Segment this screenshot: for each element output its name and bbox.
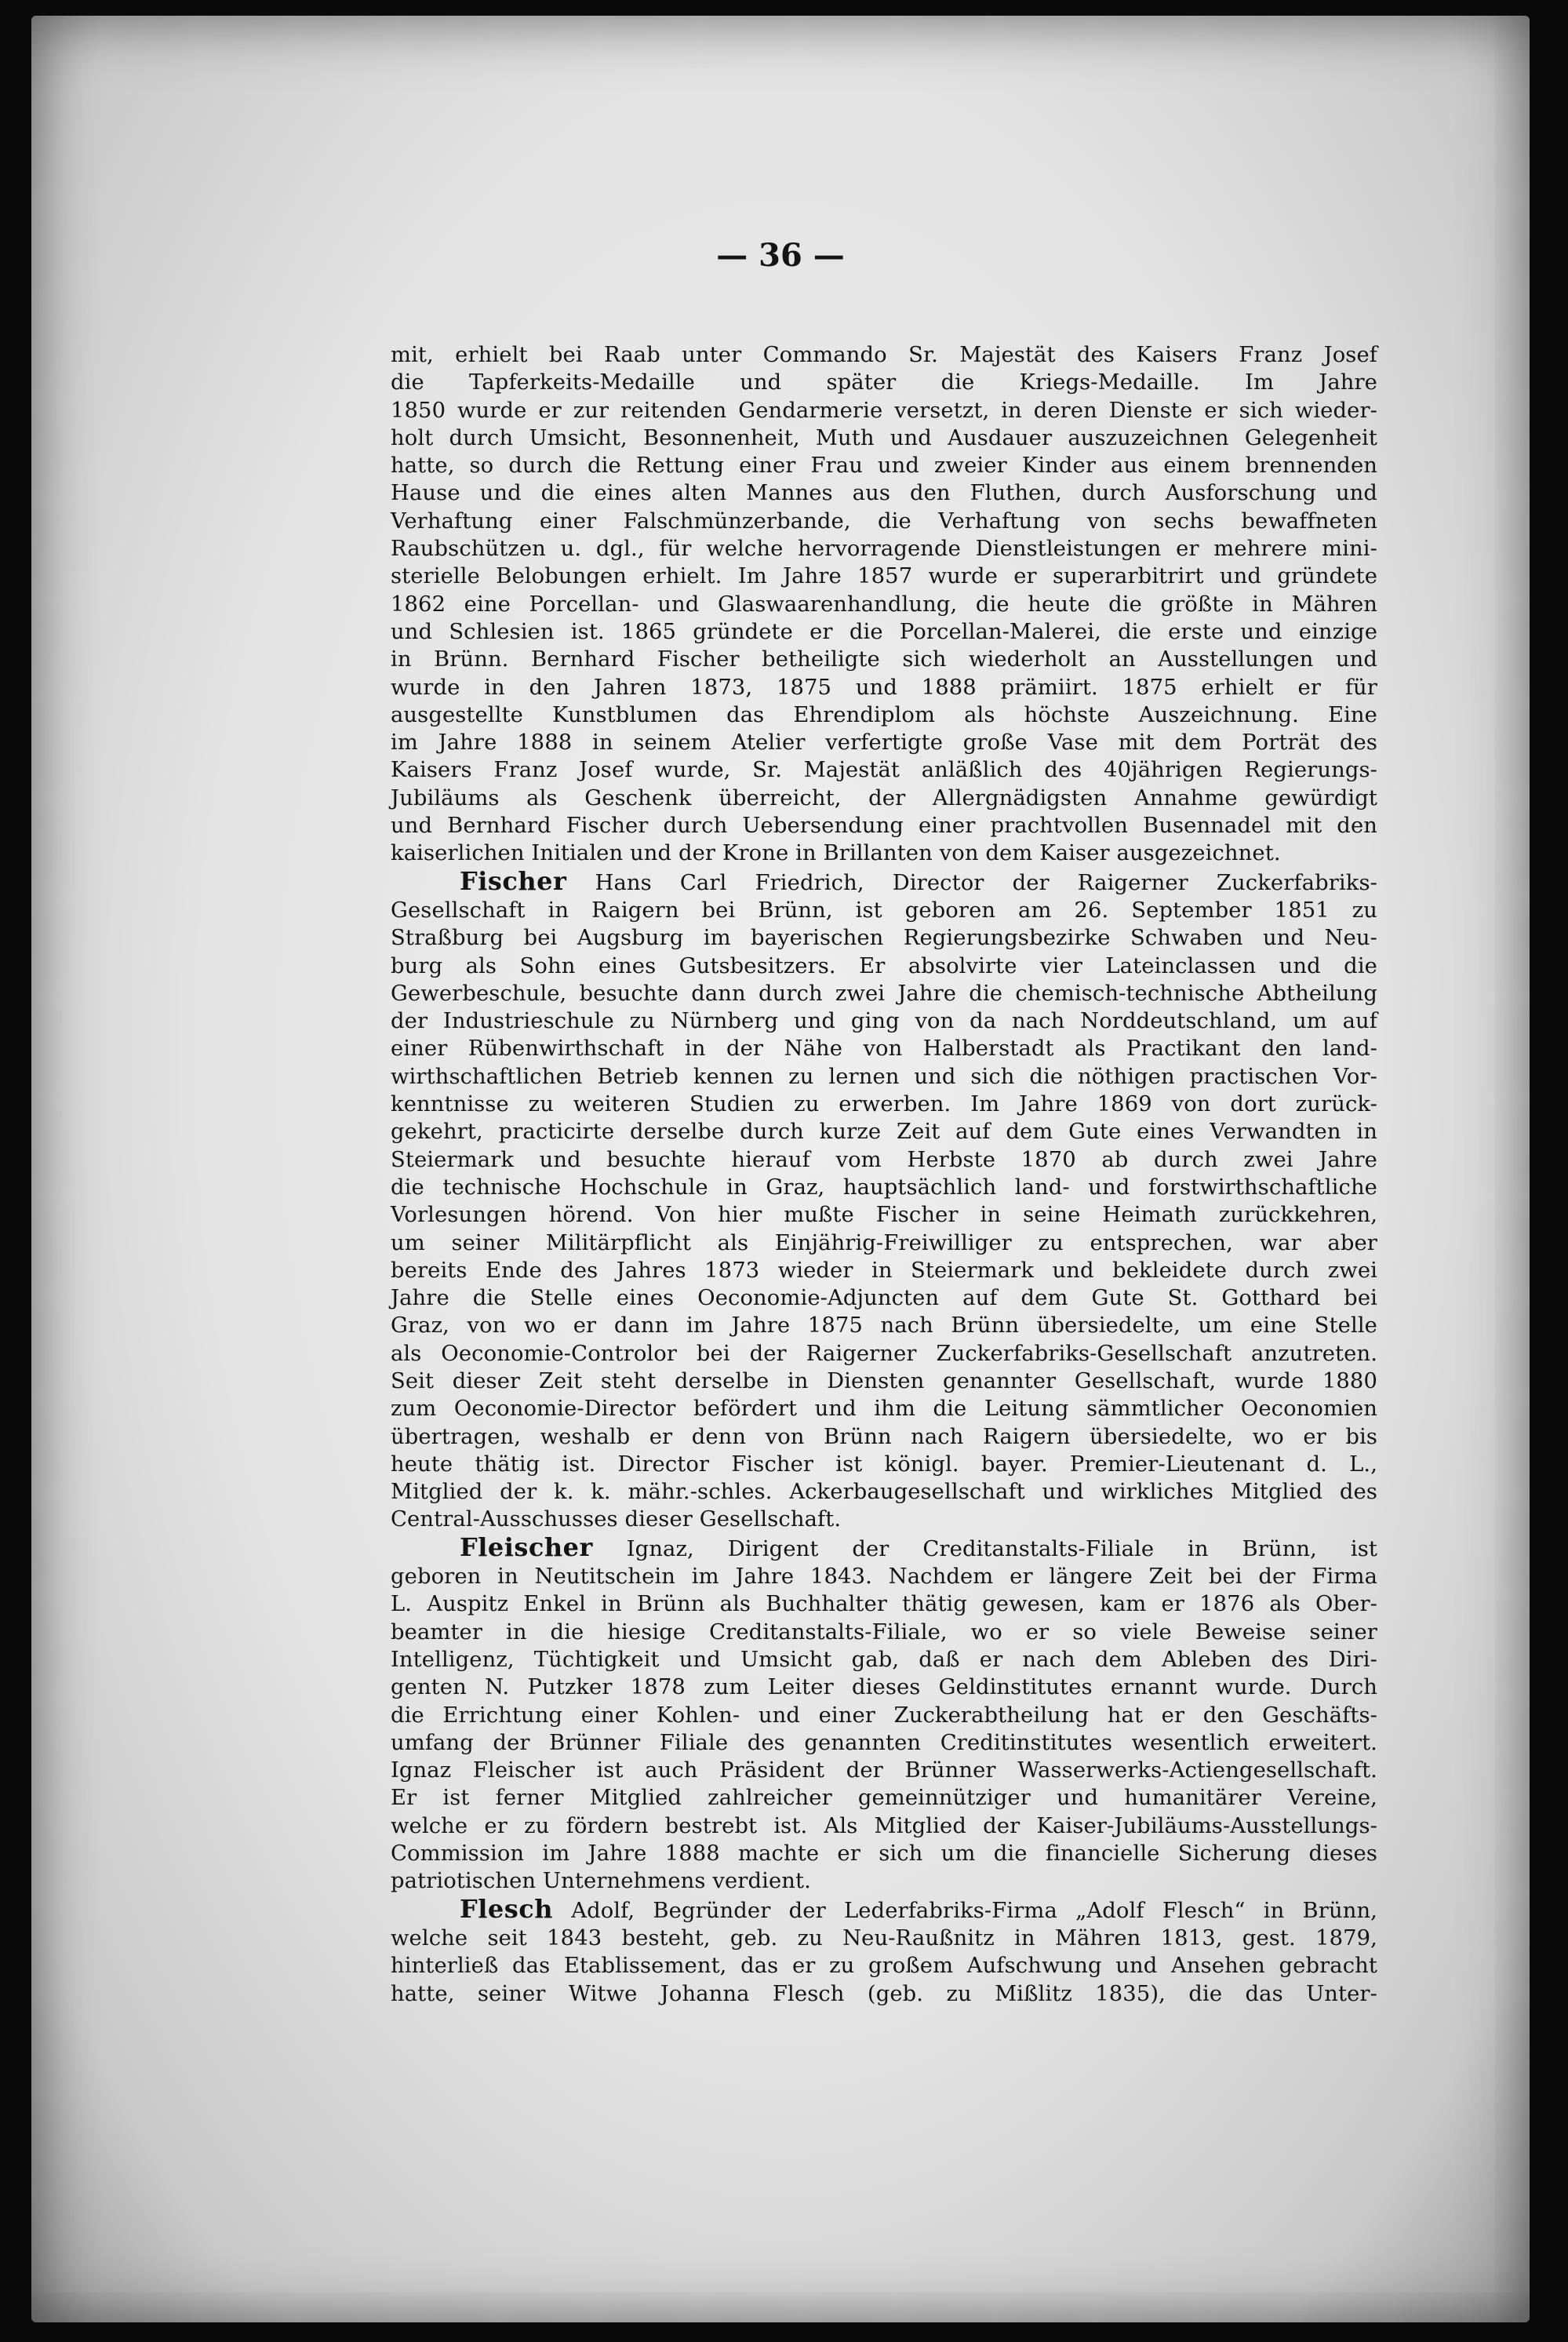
text-line: hatte, seiner Witwe Johanna Flesch (geb. zu Mißlitz 1835), die das Unter- — [391, 1981, 1377, 2006]
text-line: Steiermark und besuchte hierauf vom Herbste 1870 ab durch zwei Jahre — [391, 1147, 1377, 1172]
text-line: geboren in Neutitschein im Jahre 1843. Nachdem er längere Zeit bei der Firma — [391, 1564, 1377, 1590]
scanned-page — [31, 16, 1530, 2322]
text-line: der Industrieschule zu Nürnberg und ging von da nach Norddeutschland, um auf — [391, 1009, 1377, 1034]
text-line: beamter in die hiesige Creditanstalts-Filiale, wo er so viele Beweise seiner — [391, 1619, 1377, 1644]
text-line: einer Rübenwirthschaft in der Nähe von Halberstadt als Practikant den land- — [391, 1036, 1377, 1062]
text-line: umfang der Brünner Filiale des genannten Creditinstitutes wesentlich erweitert. — [391, 1730, 1377, 1755]
text-line: genten N. Putzker 1878 zum Leiter dieses Geldinstitutes ernannt wurde. Durch — [391, 1675, 1377, 1700]
text-line: Graz, von wo er dann im Jahre 1875 nach Brünn übersiedelte, um eine Stelle — [391, 1313, 1377, 1339]
text-line: Mitglied der k. k. mähr.-schles. Ackerbaugesellschaft und wirkliches Mitglied des — [391, 1480, 1377, 1505]
entry-continuation — [391, 341, 1377, 868]
text-line: wurde in den Jahren 1873, 1875 und 1888 prämiirt. 1875 erhielt er für — [391, 675, 1377, 700]
text-line: Gesellschaft in Raigern bei Brünn, ist geboren am 26. September 1851 zu — [391, 898, 1377, 923]
text-line: 1862 eine Porcellan- und Glaswaarenhandlung, die heute die größte in Mähren — [391, 592, 1377, 617]
text-line: um seiner Militärpflicht als Einjährig-Freiwilliger zu entsprechen, war aber — [391, 1230, 1377, 1255]
text-line: mit, erhielt bei Raab unter Commando Sr. Majestät des Kaisers Franz Josef — [391, 343, 1377, 367]
text-line: burg als Sohn eines Gutsbesitzers. Er absolvirte vier Lateinclassen und die — [391, 953, 1377, 978]
page-number: — 36 — — [716, 237, 845, 274]
text-line: Jahre die Stelle eines Oeconomie-Adjuncten auf dem Gute St. Gotthard bei — [391, 1286, 1377, 1311]
text-line: in Brünn. Bernhard Fischer betheiligte sich wiederholt an Ausstellungen und — [391, 647, 1377, 672]
text-line: Straßburg bei Augsburg im bayerischen Regierungsbezirke Schwaben und Neu- — [391, 926, 1377, 951]
text-line: bereits Ende des Jahres 1873 wieder in Steiermark und bekleidete durch zwei — [391, 1258, 1377, 1283]
text-line: heute thätig ist. Director Fischer ist königl. bayer. Premier-Lieutenant d. L., — [391, 1451, 1377, 1477]
text-line: Central-Ausschusses dieser Gesellschaft. — [391, 1507, 842, 1532]
text-line: 1850 wurde er zur reitenden Gendarmerie versetzt, in deren Dienste er sich wieder- — [391, 398, 1377, 423]
text-line: hatte, so durch die Rettung einer Frau und zweier Kinder aus einem brennenden — [391, 453, 1377, 479]
text-line: Adolf, Begründer der Lederfabriks-Firma „Adolf Flesch“ in Brünn, — [571, 1898, 1377, 1923]
text-line: als Oeconomie-Controlor bei der Raigerner Zuckerfabriks-Gesellschaft anzutreten. — [391, 1341, 1377, 1366]
entry-fleischer-ignaz — [391, 1534, 1377, 1896]
text-line: Commission im Jahre 1888 machte er sich um die financielle Sicherung dieses — [391, 1841, 1377, 1867]
entry-name: Flesch — [460, 1893, 553, 1924]
text-line: übertragen, weshalb er denn von Brünn nach Raigern übersiedelte, wo er bis — [391, 1424, 1377, 1449]
entry-flesch-adolf — [391, 1893, 1377, 2008]
text-line: die Errichtung einer Kohlen- und einer Zuckerabtheilung hat er den Geschäfts- — [391, 1703, 1377, 1728]
text-line: wirthschaftlichen Betrieb kennen zu lernen und sich die nöthigen practischen Vor- — [391, 1064, 1377, 1089]
entry-fischer-hans — [391, 865, 1377, 1534]
text-line: die technische Hochschule in Graz, hauptsächlich land- und forstwirthschaftliche — [391, 1175, 1377, 1200]
text-line: Er ist ferner Mitglied zahlreicher gemeinnütziger und humanitärer Vereine, — [391, 1786, 1377, 1811]
text-line: gekehrt, practicirte derselbe durch kurze Zeit auf dem Gute eines Verwandten in — [391, 1120, 1377, 1145]
text-line: welche er zu fördern bestrebt ist. Als Mitglied der Kaiser-Jubiläums-Ausstellungs- — [391, 1813, 1377, 1838]
text-line: Ignaz Fleischer ist auch Präsident der Brünner Wasserwerks-Actiengesellschaft. — [391, 1758, 1377, 1783]
text-line: und Schlesien ist. 1865 gründete er die Porcellan-Malerei, die erste und einzige — [391, 619, 1377, 644]
text-line: Hause und die eines alten Mannes aus den Fluthen, durch Ausforschung und — [391, 481, 1377, 506]
text-line: Intelligenz, Tüchtigkeit und Umsicht gab, daß er nach dem Ableben des Diri- — [391, 1647, 1377, 1672]
text-line: ausgestellte Kunstblumen das Ehrendiplom als höchste Auszeichnung. Eine — [391, 702, 1377, 727]
text-line: hinterließ das Etablissement, das er zu großem Aufschwung und Ansehen gebracht — [391, 1954, 1377, 1979]
text-line: kaiserlichen Initialen und der Krone in Brillanten von dem Kaiser ausgezeichnet. — [391, 841, 1281, 866]
entry-name: Fischer — [460, 865, 567, 896]
text-line: im Jahre 1888 in seinem Atelier verfertigte große Vase mit dem Porträt des — [391, 730, 1377, 756]
entry-first-line — [391, 1534, 1377, 1563]
text-line: Vorlesungen hörend. Von hier mußte Fischer in seine Heimath zurückkehren, — [391, 1203, 1377, 1228]
text-line: sterielle Belobungen erhielt. Im Jahre 1857 wurde er superarbitrirt und gründete — [391, 564, 1377, 589]
text-line: Kaisers Franz Josef wurde, Sr. Majestät anläßlich des 40jährigen Regierungs- — [391, 758, 1377, 783]
text-line: holt durch Umsicht, Besonnenheit, Muth und Ausdauer auszuzeichnen Gelegenheit — [391, 425, 1377, 450]
text-line: Ignaz, Dirigent der Creditanstalts-Filiale in Brünn, ist — [626, 1536, 1377, 1561]
text-line: Jubiläums als Geschenk überreicht, der Allergnädigsten Annahme gewürdigt — [391, 785, 1377, 810]
entry-first-line — [391, 1893, 1377, 1925]
body-text — [391, 341, 1377, 2008]
text-line: Verhaftung einer Falschmünzerbande, die Verhaftung von sechs bewaffneten — [391, 508, 1377, 534]
text-line: welche seit 1843 besteht, geb. zu Neu-Raußnitz in Mähren 1813, gest. 1879, — [391, 1925, 1377, 1950]
text-line: Gewerbeschule, besuchte dann durch zwei Jahre die chemisch-technische Abtheilung — [391, 981, 1377, 1006]
entry-name: Fleischer — [460, 1532, 593, 1562]
text-line: L. Auspitz Enkel in Brünn als Buchhalter thätig gewesen, kam er 1876 als Ober- — [391, 1592, 1377, 1617]
text-line: die Tapferkeits-Medaille und später die Kriegs-Medaille. Im Jahre — [391, 370, 1377, 395]
text-line: patriotischen Unternehmens verdient. — [391, 1869, 811, 1894]
text-line: Raubschützen u. dgl., für welche hervorragende Dienstleistungen er mehrere mini- — [391, 537, 1377, 562]
text-line: Hans Carl Friedrich, Director der Raigerner Zuckerfabriks- — [595, 870, 1377, 895]
text-line: und Bernhard Fischer durch Uebersendung einer prachtvollen Busennadel mit den — [391, 814, 1377, 839]
entry-first-line — [391, 865, 1377, 897]
text-line: zum Oeconomie-Director befördert und ihm die Leitung sämmtlicher Oeconomien — [391, 1397, 1377, 1422]
text-line: kenntnisse zu weiteren Studien zu erwerben. Im Jahre 1869 von dort zurück- — [391, 1092, 1377, 1117]
text-line: Seit dieser Zeit steht derselbe in Diensten genannter Gesellschaft, wurde 1880 — [391, 1368, 1377, 1393]
